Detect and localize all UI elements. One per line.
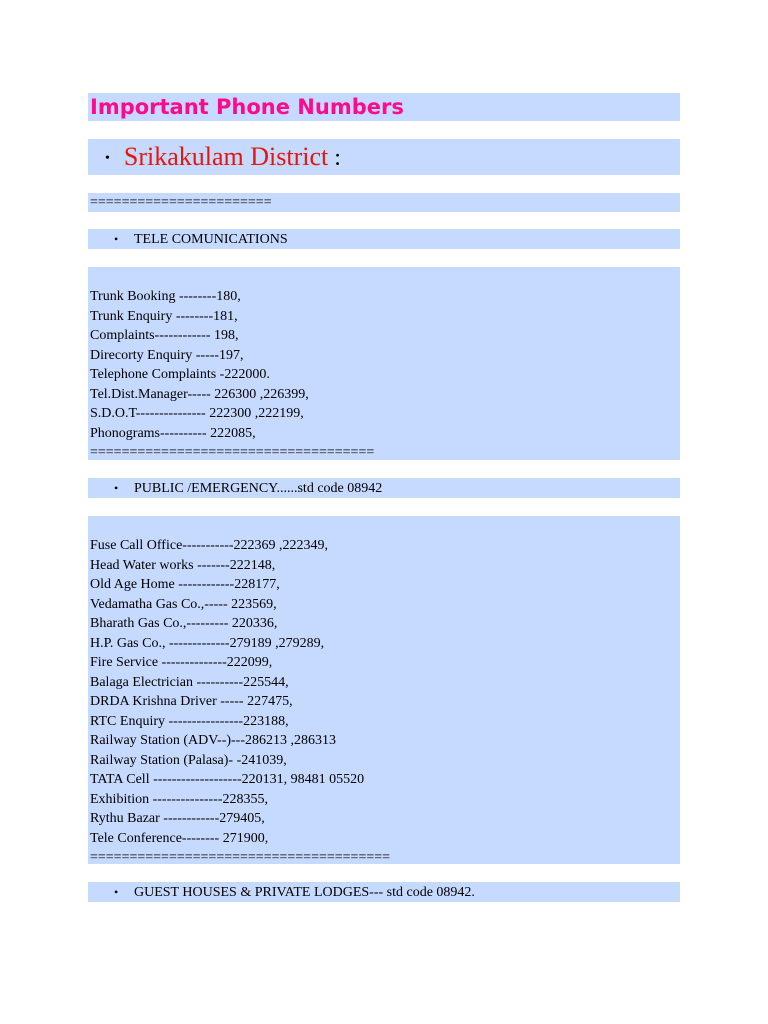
section-heading-label: TELE COMUNICATIONS <box>134 232 288 247</box>
list-item: Railway Station (ADV--)---286213 ,286313 <box>90 733 337 748</box>
list-item: Tel.Dist.Manager----- 226300 ,226399, <box>90 386 309 402</box>
list-item: Tele Conference-------- 271900, <box>90 830 269 846</box>
list-item: Balaga Electrician ----------225544, <box>90 674 289 690</box>
bullet-icon: • <box>114 232 119 246</box>
section-heading-label: GUEST HOUSES & PRIVATE LODGES--- std code 08942. <box>134 885 475 900</box>
district-name: Srikakulam District <box>123 142 329 171</box>
list-item: Fuse Call Office-----------222369 ,222349, <box>90 538 329 553</box>
list-item: Fire Service --------------222099, <box>90 655 273 670</box>
list-item: Rythu Bazar ------------279405, <box>90 811 265 826</box>
district-heading <box>88 139 680 175</box>
list-item: Exhibition ---------------228355, <box>90 791 269 807</box>
telecom-list <box>88 267 680 460</box>
section-heading-emergency <box>88 478 680 498</box>
list-item: TATA Cell -------------------220131, 98481 05520 <box>90 772 365 787</box>
list-item: RTC Enquiry ----------------223188, <box>90 713 289 729</box>
emergency-list <box>88 516 680 864</box>
list-item: Head Water works -------222148, <box>90 557 276 573</box>
section-heading-label: PUBLIC /EMERGENCY......std code 08942 <box>134 481 383 496</box>
list-item: H.P. Gas Co., -------------279189 ,279289, <box>90 635 325 651</box>
district-colon: : <box>328 145 341 171</box>
section-heading-guest-houses <box>88 882 680 902</box>
bullet-icon: • <box>105 151 110 167</box>
list-item: Trunk Enquiry --------181, <box>90 308 238 324</box>
page-title: Important Phone Numbers <box>88 93 680 121</box>
list-item: Direcorty Enquiry -----197, <box>90 347 244 363</box>
section-heading-telecom <box>88 229 680 249</box>
list-item: Complaints------------ 198, <box>90 328 239 343</box>
list-item: Trunk Booking --------180, <box>90 289 241 304</box>
list-item: Phonograms---------- 222085, <box>90 425 256 441</box>
list-separator: ==================================== <box>90 445 375 460</box>
bullet-icon: • <box>114 481 119 495</box>
separator: ======================= <box>88 193 680 212</box>
list-item: Telephone Complaints -222000. <box>90 367 270 382</box>
list-separator: ====================================== <box>90 850 391 865</box>
list-item: DRDA Krishna Driver ----- 227475, <box>90 694 293 709</box>
list-item: Bharath Gas Co.,--------- 220336, <box>90 616 278 631</box>
list-item: S.D.O.T--------------- 222300 ,222199, <box>90 406 304 421</box>
bullet-icon: • <box>114 885 119 899</box>
list-item: Old Age Home ------------228177, <box>90 577 280 592</box>
list-item: Vedamatha Gas Co.,----- 223569, <box>90 596 277 612</box>
list-item: Railway Station (Palasa)- -241039, <box>90 752 287 768</box>
